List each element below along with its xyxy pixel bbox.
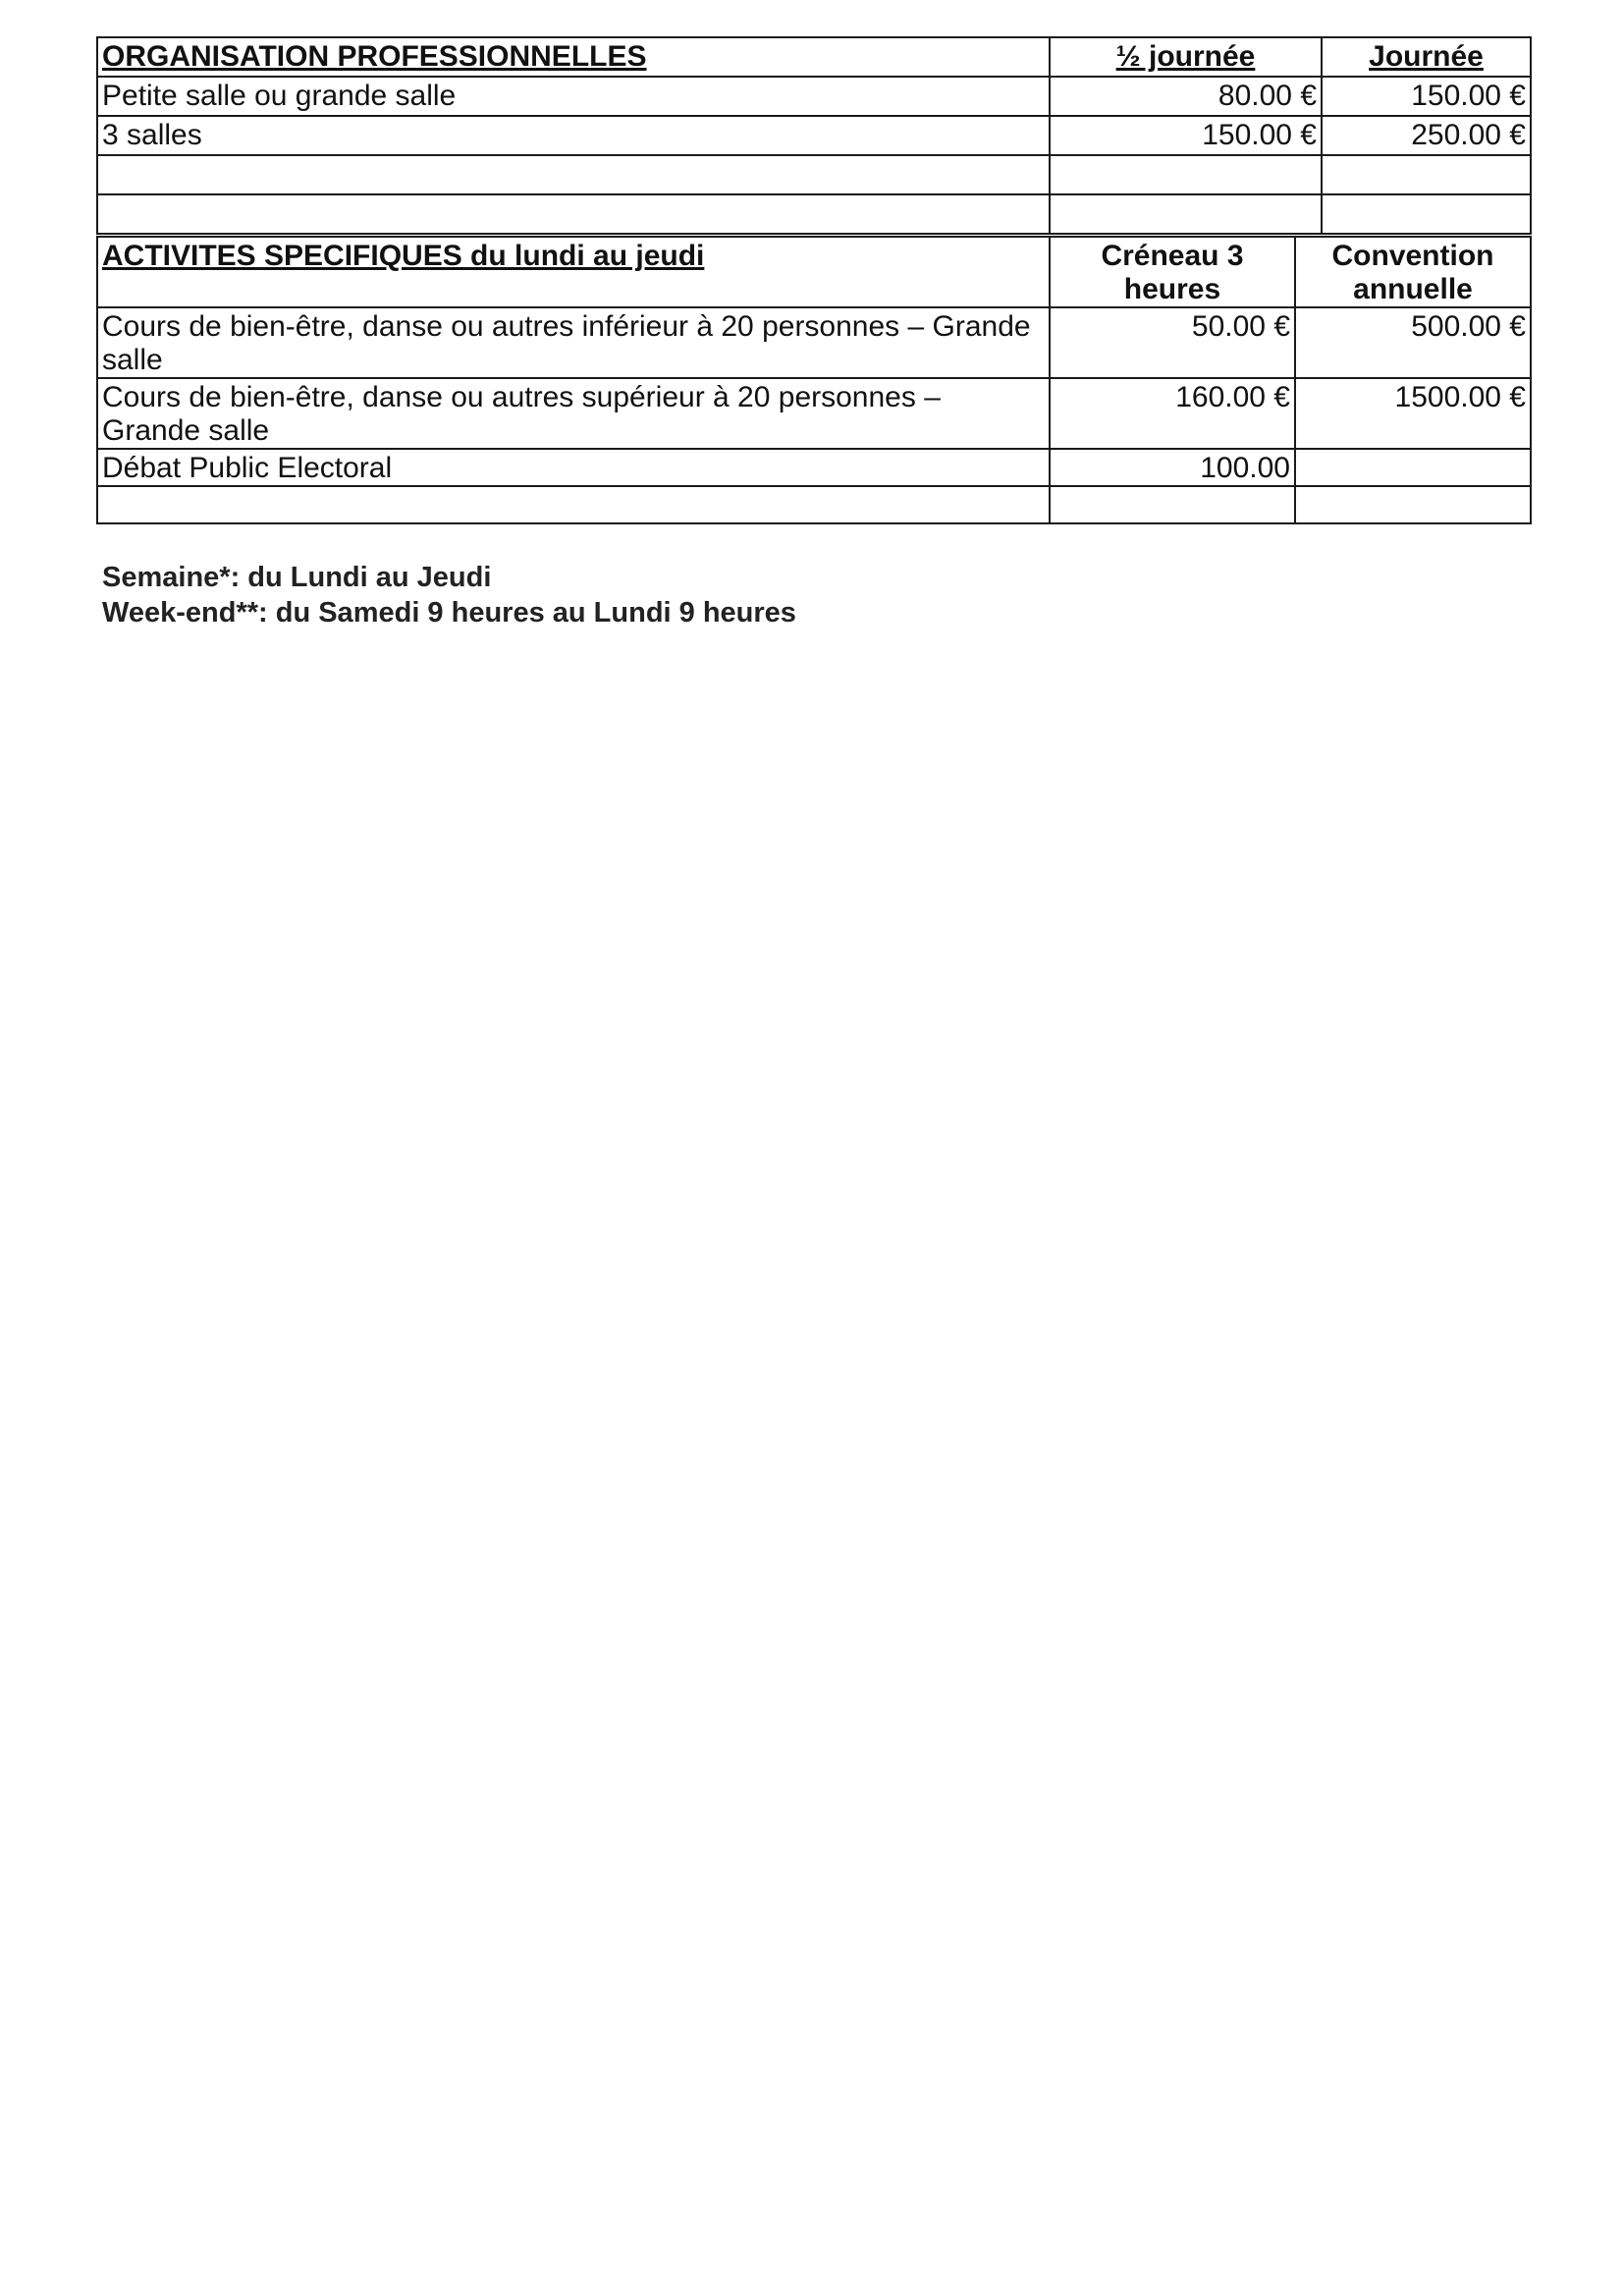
note-weekend: Week-end**: du Samedi 9 heures au Lundi 9 heures: [102, 597, 796, 629]
empty-cell: [97, 194, 1050, 234]
row-label: Cours de bien-être, danse ou autres inférieur à 20 personnes – Grande salle: [97, 307, 1050, 378]
table-row: [97, 116, 1531, 155]
table-row: [97, 77, 1531, 116]
column-header-day: Journée: [1322, 37, 1531, 77]
table-row: [97, 307, 1531, 378]
empty-cell: [97, 486, 1050, 523]
empty-cell: [1322, 194, 1531, 234]
empty-row: [97, 194, 1531, 234]
table-header-row: [97, 237, 1531, 307]
empty-cell: [1295, 486, 1531, 523]
row-label: Petite salle ou grande salle: [97, 77, 1050, 116]
annual-price: 500.00 €: [1295, 307, 1531, 378]
table-row: [97, 378, 1531, 449]
slot-price: 50.00 €: [1050, 307, 1295, 378]
section-title-professional: ORGANISATION PROFESSIONNELLES: [97, 37, 1050, 77]
empty-row: [97, 155, 1531, 194]
note-week: Semaine*: du Lundi au Jeudi: [102, 562, 492, 593]
half-day-price: 80.00 €: [1050, 77, 1322, 116]
row-label: 3 salles: [97, 116, 1050, 155]
specific-activities-table: [96, 236, 1532, 524]
day-price: 250.00 €: [1322, 116, 1531, 155]
table-header-row: [97, 37, 1531, 77]
footnotes: [102, 560, 796, 630]
annual-price: [1295, 449, 1531, 486]
empty-cell: [1050, 486, 1295, 523]
professional-rates-table: [96, 36, 1532, 235]
day-price: 150.00 €: [1322, 77, 1531, 116]
empty-cell: [1322, 155, 1531, 194]
row-label: Débat Public Electoral: [97, 449, 1050, 486]
slot-price: 160.00 €: [1050, 378, 1295, 449]
section-title-specific: ACTIVITES SPECIFIQUES du lundi au jeudi: [97, 237, 1050, 307]
slot-price: 100.00: [1050, 449, 1295, 486]
column-header-half-day: ½ journée: [1050, 37, 1322, 77]
row-label: Cours de bien-être, danse ou autres supérieur à 20 personnes – Grande salle: [97, 378, 1050, 449]
half-day-price: 150.00 €: [1050, 116, 1322, 155]
column-header-slot: Créneau 3 heures: [1050, 237, 1295, 307]
annual-price: 1500.00 €: [1295, 378, 1531, 449]
empty-cell: [1050, 194, 1322, 234]
empty-cell: [97, 155, 1050, 194]
table-row: [97, 449, 1531, 486]
empty-cell: [1050, 155, 1322, 194]
empty-row: [97, 486, 1531, 523]
column-header-annual: Convention annuelle: [1295, 237, 1531, 307]
